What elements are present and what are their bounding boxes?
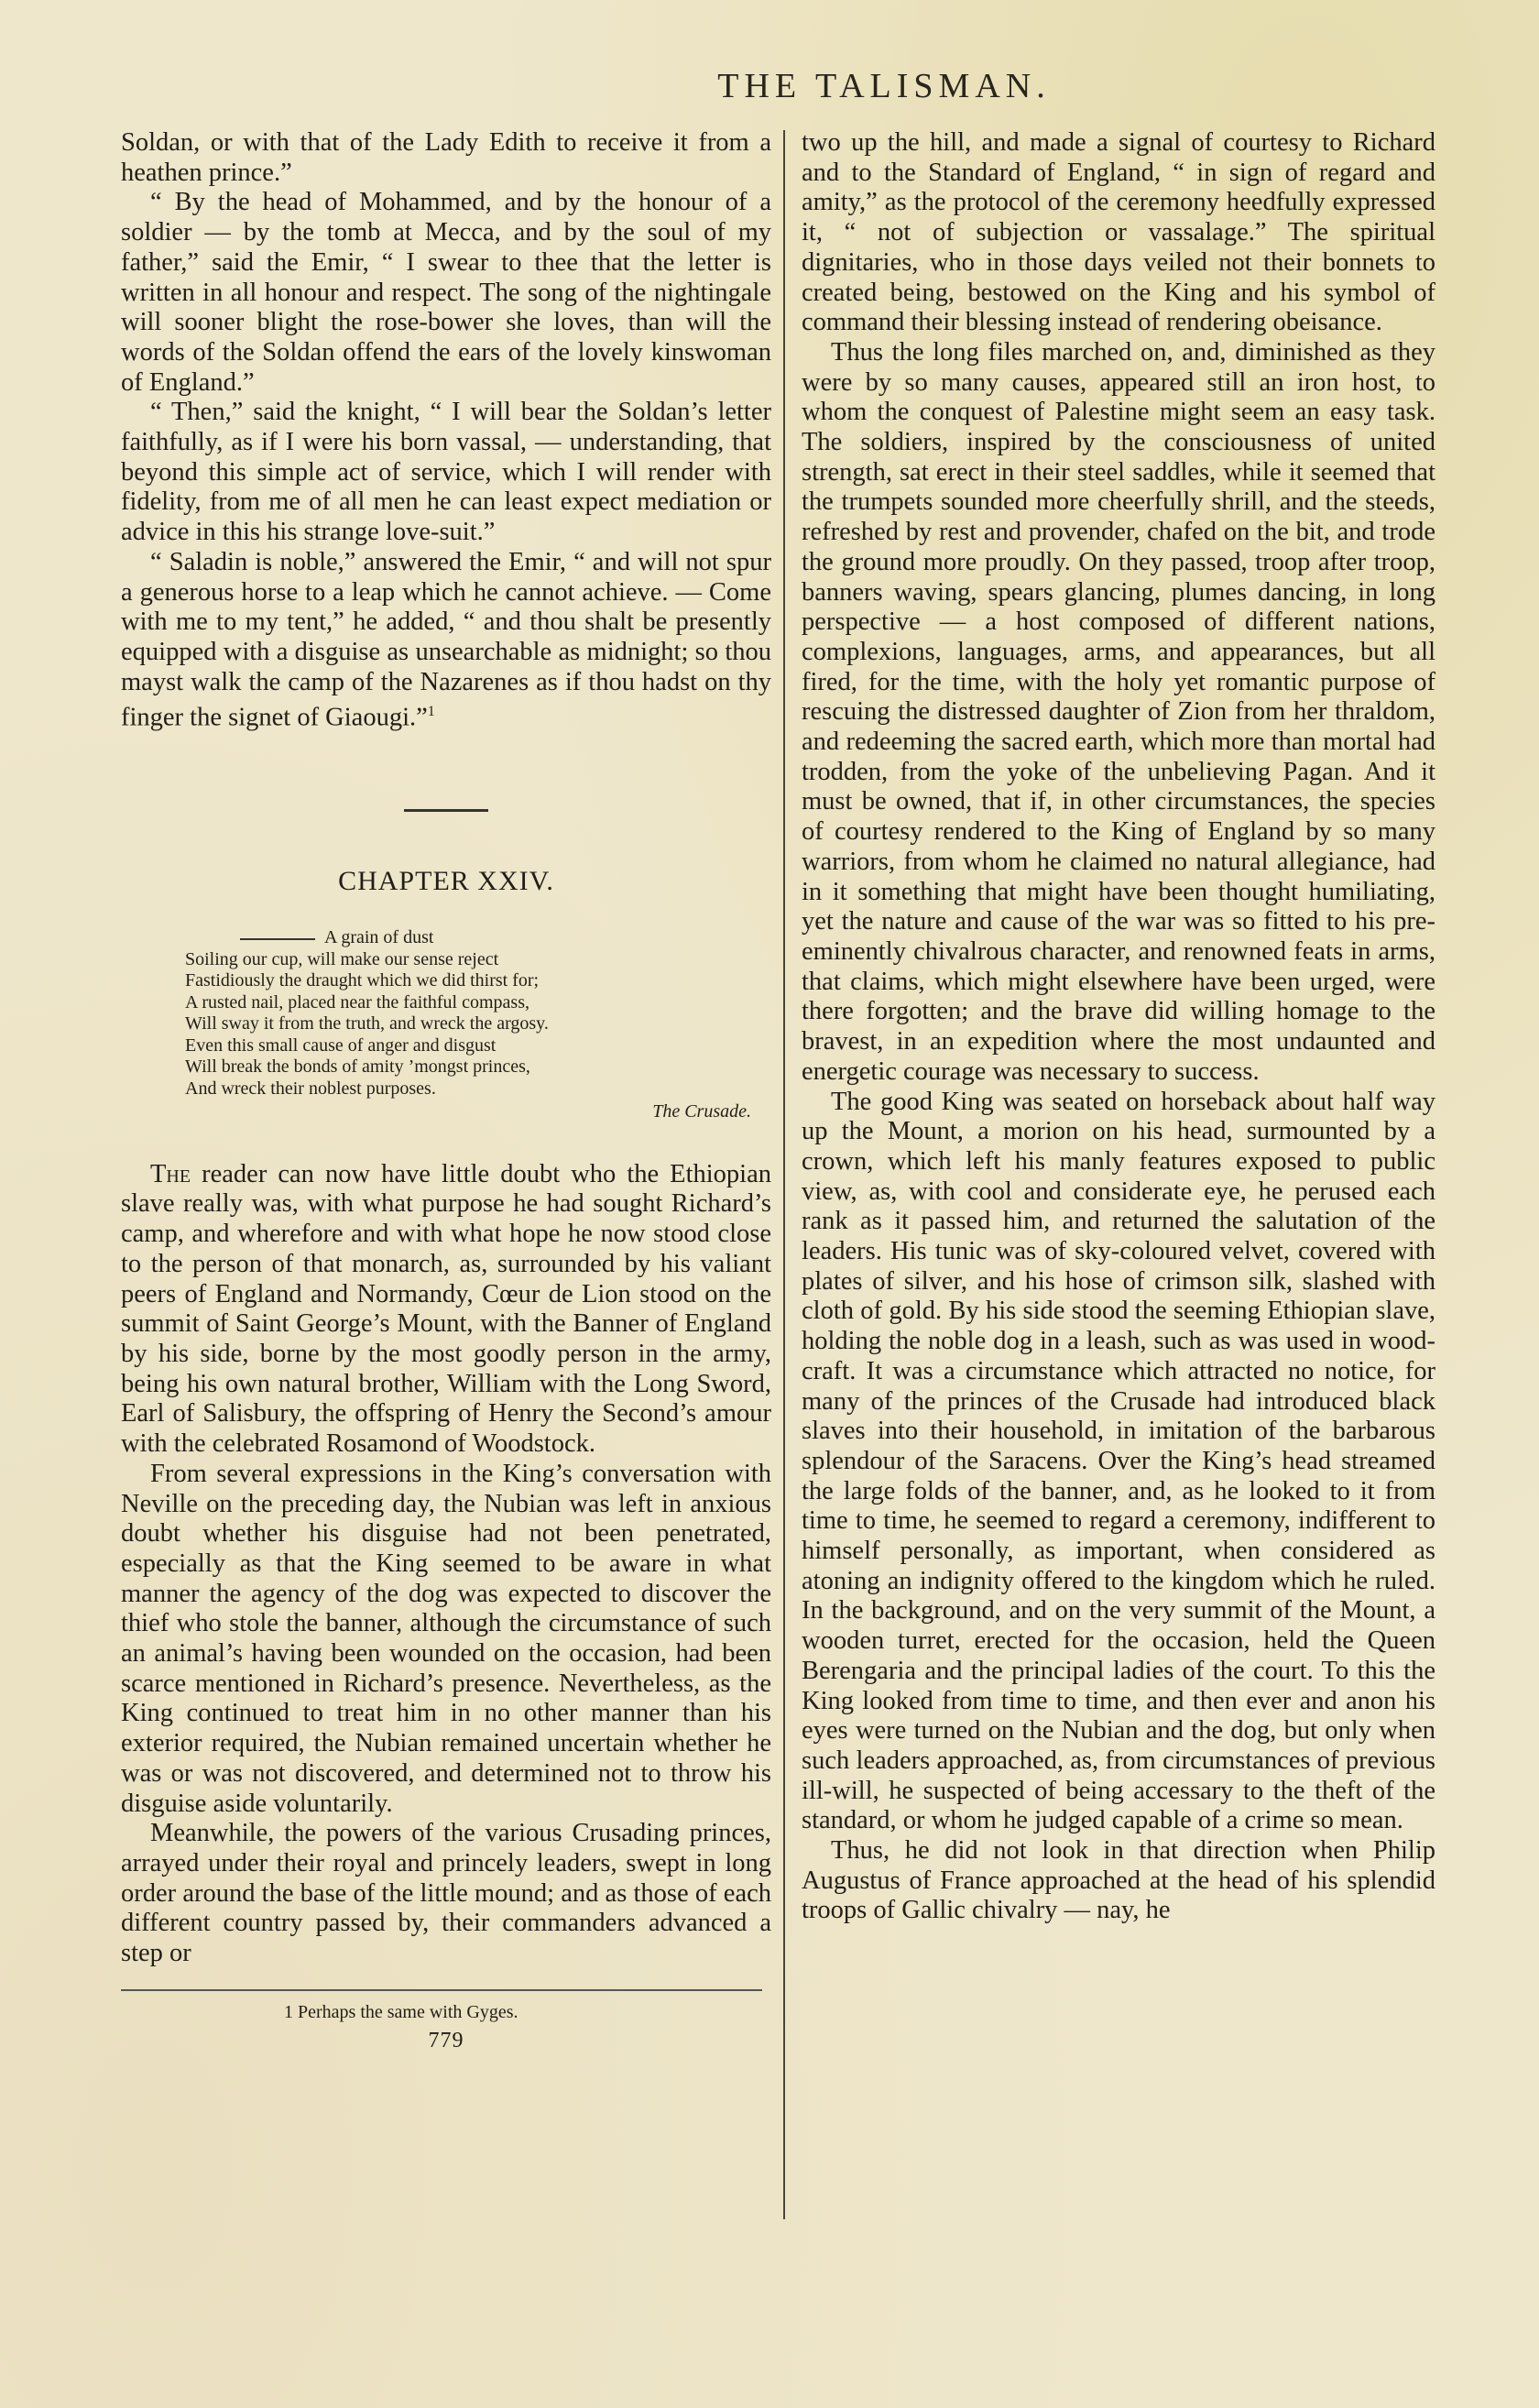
paragraph: Thus, he did not look in that direction when Philip Augustus of France approached at the head of his splendid troops of Gallic chivalry — nay, he	[802, 1836, 1435, 1925]
epigraph-line: Fastidiously the draught which we did thirst for;	[185, 970, 540, 991]
epigraph-line: Will break the bonds of amity ’mongst princes,	[185, 1056, 530, 1078]
epigraph-line: Soiling our cup, will make our sense reject	[185, 948, 499, 969]
footnote-rule	[121, 1989, 762, 1991]
paragraph: From several expressions in the King’s conversation with Neville on the preceding day, the Nubian was left in anxious doubt whether his disguise had not been penetrated, especially as that the King seemed to be aware in what manner the agency of the dog was expected to discover the thief who stole the banner, although the circumstance of such an animal’s having been wounded on the occasion, had been scarce mentioned in Richard’s presence. Nevertheless, as the King continued to treat him in no other manner than his exterior required, the Nubian remained uncertain whether he was or was not discovered, and determined not to throw his disguise aside voluntarily.	[121, 1459, 771, 1818]
paragraph: Soldan, or with that of the Lady Edith to receive it from a heathen prince.”	[121, 128, 771, 187]
section-separator	[404, 809, 488, 812]
paragraph-text: reader can now have little doubt who the Ethiopian slave really was, with what purpose he had sought Richard’s camp, and wherefore and with what hope he now stood close to the person of that monarch, as, surrounded by his valiant peers of England and Normandy, Cœur de Lion stood on the summit of Saint George’s Mount, with the Banner of England by his side, borne by the most goodly person in the army, being his own natural brother, William with the Long Sword, Earl of Salisbury, the offspring of Henry the Second’s amour with the celebrated Rosamond of Woodstock.	[121, 1159, 771, 1459]
paragraph: The good King was seated on horseback about half way up the Mount, a morion on his head, surmounted by a crown, which left his manly features exposed to public view, as, with cool and considerate eye, he perused each rank as it passed him, and returned the salutation of the leaders. His tunic was of sky-coloured velvet, covered with plates of silver, and his hose of crimson silk, slashed with cloth of gold. By his side stood the seeming Ethiopian slave, holding the noble dog in a leash, such as was used in wood-craft. It was a circumstance which attracted no notice, for many of the princes of the Crusade had introduced black slaves into their household, in imitation of the barbarous splendour of the Saracens. Over the King’s head streamed the large folds of the banner, and, as he looked to it from time to time, he seemed to regard a ceremony, indifferent to himself personally, as important, when considered as atoning an indignity offered to the kingdom which he ruled. In the background, and on the very summit of the Mount, a wooden turret, erected for the occasion, held the Queen Berengaria and the principal ladies of the court. To this the King looked from time to time, and then ever and anon his eyes were turned on the Nubian and the dog, but only when such leaders approached, as, from circumstances of previous ill-will, he suspected of being accessary to the theft of the standard, or whom he judged capable of a crime so mean.	[802, 1087, 1435, 1835]
epigraph-line: A rusted nail, placed near the faithful compass,	[185, 991, 529, 1012]
running-head	[0, 66, 1539, 121]
running-head-text: THE TALISMAN.	[717, 67, 1051, 105]
epigraph	[185, 927, 751, 1123]
chapter-title: CHAPTER XXIV.	[338, 865, 554, 896]
page-number: 779	[428, 2028, 464, 2052]
left-column	[121, 128, 771, 2055]
paragraph: Thus the long files marched on, and, diminished as they were by so many causes, appeared still an iron host, to whom the conquest of Palestine might seem an easy task. The soldiers, inspired by the consciousness of united strength, sat erect in their steel saddles, while it seemed that the trumpets sounded more cheerfully shrill, and the steeds, refreshed by rest and provender, chafed on the bit, and trode the ground more proudly. On they passed, troop after troop, banners waving, spears glancing, plumes dancing, in long perspective — a host composed of different nations, complexions, languages, arms, and appearances, but all fired, for the time, with the holy yet romantic purpose of rescuing the distressed daughter of Zion from her thraldom, and redeeming the sacred earth, which more than mortal had trodden, from the yoke of the unbelieving Pagan. And it must be owned, that if, in other circumstances, the species of courtesy rendered to the King of England by so many warriors, from whom he claimed no natural allegiance, had in it something that might have been thought humiliating, yet the nature and cause of the war was so fitted to his pre-eminently chivalrous character, and renowned feats in arms, that claims, which might elsewhere have been urged, were there forgotten; and the brave did willing homage to the bravest, in an expedition where the most undaunted and energetic courage was necessary to success.	[802, 337, 1435, 1086]
paragraph-text: “ Saladin is noble,” answered the Emir, “ and will not spur a generous horse to a leap which he cannot achieve. — Come with me to my tent,” he added, “ and thou shalt be presently equipped with a disguise as unsearchable as midnight; so thou mayst walk the camp of the Nazarenes as if thou hadst on thy finger the signet of Giaougi.”	[121, 547, 771, 732]
footnote-marker: 1	[427, 704, 435, 720]
epigraph-line: Even this small cause of anger and disgust	[185, 1034, 497, 1056]
epigraph-line: And wreck their noblest purposes.	[185, 1078, 436, 1099]
epigraph-source: The Crusade.	[652, 1101, 751, 1122]
paragraph: “ By the head of Mohammed, and by the honour of a soldier — by the tomb at Mecca, and by the soul of my father,” said the Emir, “ I swear to thee that the letter is written in all honour and respect. The song of the nightingale will sooner blight the rose-bower she loves, than will the words of the Soldan offend the ears of the lovely kinswoman of England.”	[121, 188, 771, 397]
paragraph	[121, 1160, 771, 1460]
epigraph-line: A grain of dust	[185, 927, 751, 949]
paragraph-with-footnote-ref	[121, 548, 771, 734]
epigraph-line: Will sway it from the truth, and wreck the argosy.	[185, 1013, 549, 1034]
column-divider	[783, 130, 785, 2219]
paragraph: “ Then,” said the knight, “ I will bear the Soldan’s letter faithfully, as if I were his born vassal, — understanding, that beyond this simple act of service, which I will render with fidelity, from me of all men he can least expect mediation or advice in this his strange love-suit.”	[121, 398, 771, 547]
paragraph: Meanwhile, the powers of the various Crusading princes, arrayed under their royal and princely leaders, swept in long order around the base of the little mound; and as those of each different country passed by, their commanders advanced a step or	[121, 1819, 771, 1968]
paragraph: two up the hill, and made a signal of courtesy to Richard and to the Standard of England, “ in sign of regard and amity,” as the protocol of the ceremony heedfully expressed it, “ not of subjection or vassalage.” The spiritual dignitaries, who in those days veiled not their bonnets to created being, bestowed on the King and his symbol of command their blessing instead of rendering obeisance.	[802, 128, 1435, 337]
opening-word: The	[150, 1159, 191, 1188]
footnote: 1 Perhaps the same with Gyges.	[284, 2001, 518, 2022]
right-column	[802, 128, 1435, 1926]
